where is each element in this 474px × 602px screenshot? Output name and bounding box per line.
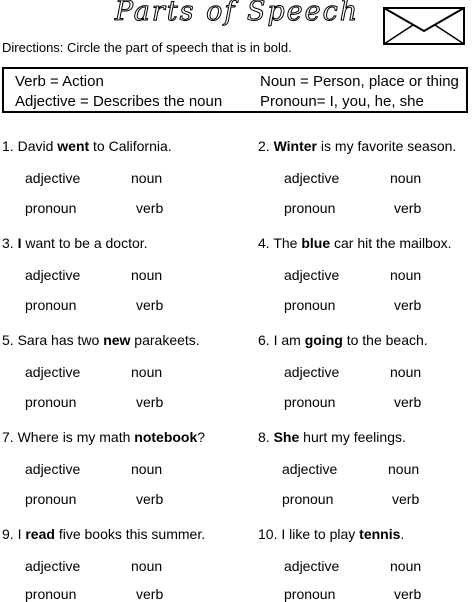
question-9 xyxy=(2,526,205,542)
choice-verb[interactable]: verb xyxy=(136,491,164,507)
question-4 xyxy=(258,235,452,251)
bold-word: went xyxy=(57,138,90,154)
question-number: 5. xyxy=(2,332,14,348)
bold-word: blue xyxy=(301,235,331,251)
question-text: ? xyxy=(197,429,206,445)
choice-pronoun[interactable]: pronoun xyxy=(284,586,336,602)
choice-adjective[interactable]: adjective xyxy=(284,364,340,380)
choice-verb[interactable]: verb xyxy=(392,491,420,507)
question-7 xyxy=(2,429,205,445)
choice-pronoun[interactable]: pronoun xyxy=(284,394,336,410)
question-text: five books this summer. xyxy=(54,526,206,542)
bold-word: read xyxy=(25,526,55,542)
envelope-icon xyxy=(383,7,465,45)
question-text: want to be a doctor. xyxy=(21,235,148,251)
choice-verb[interactable]: verb xyxy=(394,200,422,216)
choice-adjective[interactable]: adjective xyxy=(25,267,81,283)
choice-noun[interactable]: noun xyxy=(390,558,422,574)
choice-noun[interactable]: noun xyxy=(390,364,422,380)
bold-word: notebook xyxy=(134,429,198,445)
bold-word: new xyxy=(103,332,131,348)
question-1 xyxy=(2,138,172,154)
question-text: I like to play xyxy=(277,526,360,542)
question-number: 7. xyxy=(2,429,14,445)
choice-noun[interactable]: noun xyxy=(131,461,163,477)
choice-pronoun[interactable]: pronoun xyxy=(25,394,77,410)
bold-word: going xyxy=(304,332,343,348)
choice-adjective[interactable]: adjective xyxy=(25,364,81,380)
choice-adjective[interactable]: adjective xyxy=(284,558,340,574)
choice-noun[interactable]: noun xyxy=(131,170,163,186)
question-number: 2. xyxy=(258,138,270,154)
question-number: 3. xyxy=(2,235,14,251)
question-text: is my favorite season. xyxy=(317,138,457,154)
bold-word: She xyxy=(273,429,300,445)
choice-pronoun[interactable]: pronoun xyxy=(25,491,77,507)
question-text: to California. xyxy=(89,138,172,154)
choice-verb[interactable]: verb xyxy=(394,394,422,410)
question-5 xyxy=(2,332,200,348)
choice-verb[interactable]: verb xyxy=(136,394,164,410)
question-number: 6. xyxy=(258,332,270,348)
bold-word: I xyxy=(17,235,22,251)
question-text: parakeets. xyxy=(130,332,200,348)
question-10 xyxy=(258,526,404,542)
key-verb: Verb = Action xyxy=(15,73,104,90)
question-text: car hit the mailbox. xyxy=(330,235,452,251)
question-text: The xyxy=(269,235,302,251)
bold-word: Winter xyxy=(273,138,318,154)
question-text: Sara has two xyxy=(13,332,104,348)
question-text: . xyxy=(400,526,405,542)
choice-pronoun[interactable]: pronoun xyxy=(284,297,336,313)
choice-noun[interactable]: noun xyxy=(388,461,420,477)
choice-adjective[interactable]: adjective xyxy=(284,267,340,283)
question-text: to the beach. xyxy=(342,332,428,348)
choice-adjective[interactable]: adjective xyxy=(25,170,81,186)
choice-noun[interactable]: noun xyxy=(131,364,163,380)
key-pronoun: Pronoun= I, you, he, she xyxy=(260,93,424,110)
question-number: 10. xyxy=(258,526,278,542)
choice-pronoun[interactable]: pronoun xyxy=(25,586,77,602)
choice-noun[interactable]: noun xyxy=(390,267,422,283)
choice-adjective[interactable]: adjective xyxy=(282,461,338,477)
bold-word: tennis xyxy=(359,526,401,542)
choice-pronoun[interactable]: pronoun xyxy=(25,297,77,313)
key-adjective: Adjective = Describes the noun xyxy=(15,93,223,110)
choice-verb[interactable]: verb xyxy=(136,586,164,602)
question-number: 4. xyxy=(258,235,270,251)
choice-adjective[interactable]: adjective xyxy=(284,170,340,186)
question-text: I xyxy=(13,526,26,542)
key-noun: Noun = Person, place or thing xyxy=(260,73,459,90)
choice-adjective[interactable]: adjective xyxy=(25,558,81,574)
question-number: 1. xyxy=(2,138,14,154)
worksheet-title: Parts of Speech xyxy=(114,0,360,27)
choice-verb[interactable]: verb xyxy=(136,200,164,216)
choice-noun[interactable]: noun xyxy=(131,558,163,574)
question-text: David xyxy=(13,138,58,154)
choice-verb[interactable]: verb xyxy=(394,297,422,313)
question-text: Where is my math xyxy=(13,429,135,445)
choice-verb[interactable]: verb xyxy=(136,297,164,313)
choice-verb[interactable]: verb xyxy=(394,586,422,602)
choice-pronoun[interactable]: pronoun xyxy=(282,491,334,507)
key-box xyxy=(2,67,468,113)
choice-noun[interactable]: noun xyxy=(131,267,163,283)
directions-text: Directions: Circle the part of speech that is in bold. xyxy=(2,40,292,55)
question-number: 9. xyxy=(2,526,14,542)
choice-adjective[interactable]: adjective xyxy=(25,461,81,477)
question-number: 8. xyxy=(258,429,270,445)
question-2 xyxy=(258,138,456,154)
choice-pronoun[interactable]: pronoun xyxy=(284,200,336,216)
choice-pronoun[interactable]: pronoun xyxy=(25,200,77,216)
choice-noun[interactable]: noun xyxy=(390,170,422,186)
question-text: I am xyxy=(269,332,305,348)
question-3 xyxy=(2,235,148,251)
question-text: hurt my feelings. xyxy=(299,429,406,445)
question-6 xyxy=(258,332,428,348)
question-8 xyxy=(258,429,406,445)
